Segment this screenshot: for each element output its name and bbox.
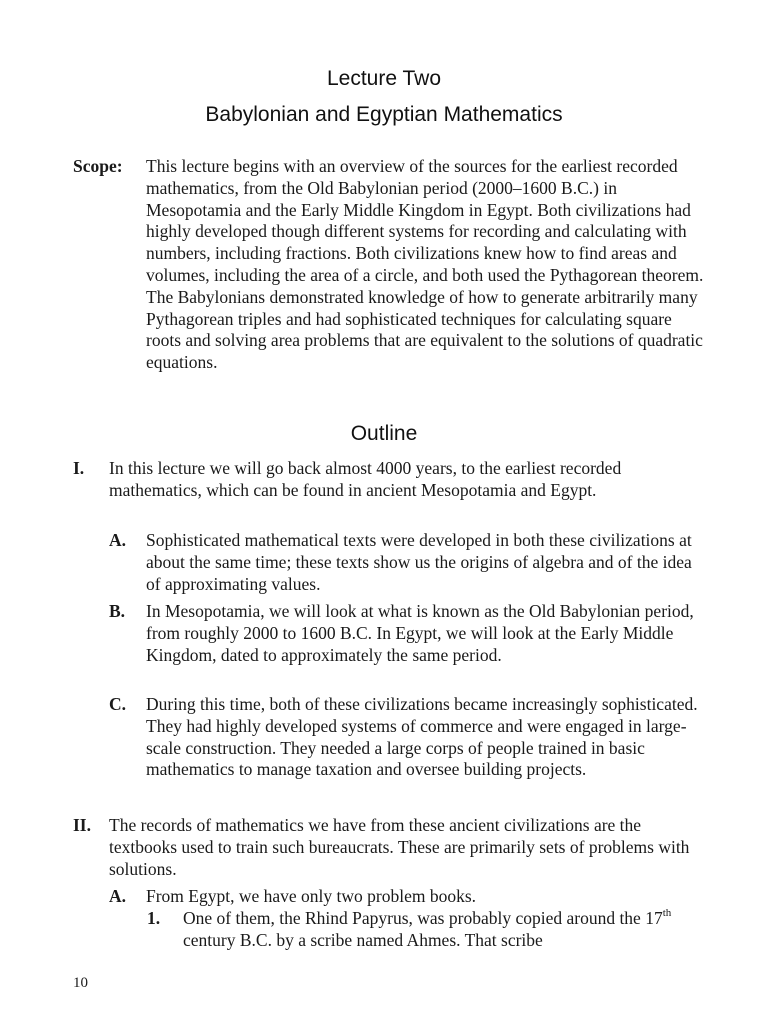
outline-text-I-B: In Mesopotamia, we will look at what is known as the Old Babylonian period, from roughly 2000 to 1600 B.C. In Egypt, we will look at the Early Middle Kingdom, dated to approximately the same period. — [146, 601, 694, 665]
outline-text-I: In this lecture we will go back almost 4000 years, to the earliest recorded mathematics, which can be found in ancient Mesopotamia and Egypt. — [109, 458, 622, 500]
outline-item-I-A — [109, 530, 706, 595]
outline-label-II-A: A. — [109, 886, 127, 906]
outline-item-II-A-1 — [147, 907, 703, 952]
outline-item-I — [73, 458, 709, 502]
outline-label-I-C: C. — [109, 694, 127, 714]
outline-text-I-A: Sophisticated mathematical texts were developed in both these civilizations at about the same time; these texts show us the origins of algebra and of the idea of approximating values. — [146, 530, 692, 594]
lecture-title: Babylonian and Egyptian Mathematics — [205, 103, 563, 126]
superscript-th: th — [662, 907, 672, 920]
outline-label-II-A-1: 1. — [147, 908, 161, 928]
outline-label-I: I. — [73, 458, 85, 478]
lecture-number-title: Lecture Two — [326, 67, 441, 90]
outline-heading: Outline — [350, 422, 418, 445]
outline-label-II: II. — [73, 815, 91, 835]
outline-item-II — [73, 815, 709, 880]
outline-text-II-A-1-before: One of them, the Rhind Papyrus, was probably copied around the 17 — [183, 908, 663, 928]
scope-label: Scope: — [73, 156, 123, 176]
outline-text-II-A-1-after: century B.C. by a scribe named Ahmes. That scribe — [183, 929, 543, 950]
outline-label-I-A: A. — [109, 530, 127, 550]
outline-text-II-A: From Egypt, we have only two problem books. — [146, 886, 477, 906]
outline-text-II: The records of mathematics we have from these ancient civilizations are the textbooks used to train such bureaucrats. These are primarily sets of problems with solutions. — [109, 815, 690, 879]
scope-paragraph: This lecture begins with an overview of the sources for the earliest recorded mathematics, from the Old Babylonian period (2000–1600 B.C.) in Mesopotamia and the Early Middle Kingdom in Egypt. Both civilizations had highly developed though different systems for recording and calculating with numbers, including fractions. Both civilizations knew how to find areas and volumes, including the area of a circle, and both used the Pythagorean theorem. The Babylonians demonstrated knowledge of how to generate arbitrarily many Pythagorean triples and had sophisticated techniques for calculating square roots and solving area problems that are equivalent to the solutions of quadratic equations. — [146, 156, 704, 373]
page-number: 10 — [73, 975, 88, 991]
outline-item-I-B — [109, 601, 706, 666]
outline-item-I-C — [109, 694, 706, 781]
outline-item-II-A — [109, 886, 706, 908]
outline-label-I-B: B. — [109, 601, 126, 621]
outline-text-I-C: During this time, both of these civilizations became increasingly sophisticated. They had highly developed systems of commerce and were engaged in large-scale construction. They needed a large corps of people trained in basic mathematics to manage taxation and oversee building projects. — [146, 694, 698, 780]
